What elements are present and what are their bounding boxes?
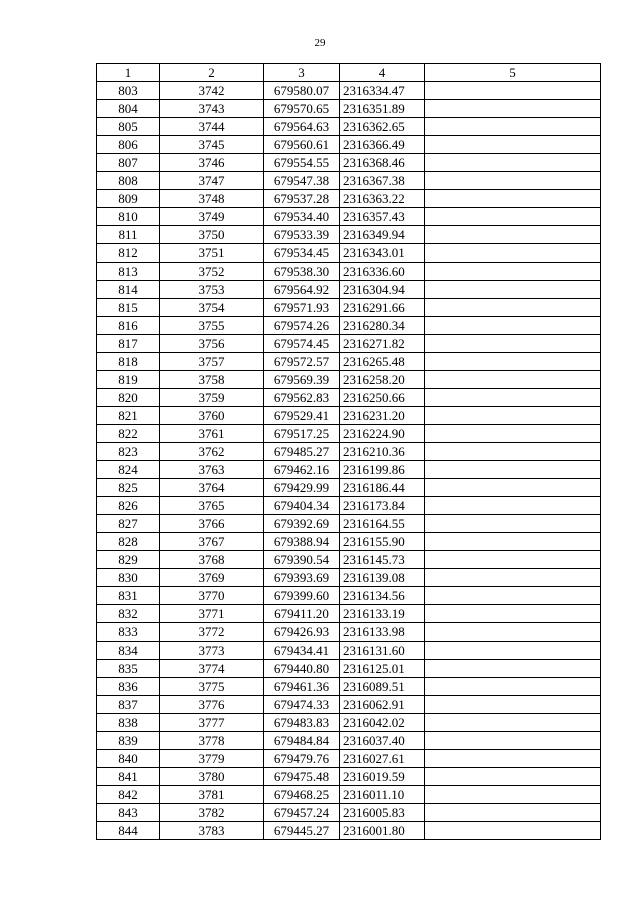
table-cell <box>425 623 601 641</box>
table-cell: 679475.48 <box>264 767 340 785</box>
table-cell <box>425 370 601 388</box>
table-cell: 3763 <box>160 461 264 479</box>
table-cell: 804 <box>97 100 160 118</box>
table-row <box>97 731 601 749</box>
table-cell: 679571.93 <box>264 298 340 316</box>
table-cell: 809 <box>97 190 160 208</box>
table-cell: 2316062.91 <box>340 695 425 713</box>
table-cell: 679399.60 <box>264 587 340 605</box>
table-cell: 3743 <box>160 100 264 118</box>
table-cell: 2316001.80 <box>340 821 425 839</box>
table-cell <box>425 190 601 208</box>
table-cell: 842 <box>97 785 160 803</box>
table-cell: 679461.36 <box>264 677 340 695</box>
table-cell <box>425 352 601 370</box>
table-cell: 3776 <box>160 695 264 713</box>
table-cell <box>425 334 601 352</box>
table-cell: 679564.63 <box>264 118 340 136</box>
table-cell: 3760 <box>160 406 264 424</box>
table-cell: 2316304.94 <box>340 280 425 298</box>
table-cell <box>425 515 601 533</box>
table-cell: 679434.41 <box>264 641 340 659</box>
table-cell: 3782 <box>160 803 264 821</box>
table-cell <box>425 479 601 497</box>
table-cell: 2316186.44 <box>340 479 425 497</box>
table-row <box>97 623 601 641</box>
table-cell: 2316334.47 <box>340 82 425 100</box>
table-cell: 2316164.55 <box>340 515 425 533</box>
table-cell: 2316271.82 <box>340 334 425 352</box>
table-row <box>97 677 601 695</box>
table-cell: 2316349.94 <box>340 226 425 244</box>
table-cell: 2316155.90 <box>340 533 425 551</box>
table-row <box>97 785 601 803</box>
column-header: 5 <box>425 64 601 82</box>
table-row <box>97 100 601 118</box>
table-row <box>97 190 601 208</box>
table-cell: 3753 <box>160 280 264 298</box>
table-cell <box>425 154 601 172</box>
table-cell: 2316125.01 <box>340 659 425 677</box>
table-cell: 807 <box>97 154 160 172</box>
coordinate-table <box>96 63 601 840</box>
table-cell <box>425 785 601 803</box>
table-cell: 3765 <box>160 497 264 515</box>
table-cell: 3746 <box>160 154 264 172</box>
column-header: 1 <box>97 64 160 82</box>
table-cell: 830 <box>97 569 160 587</box>
table-cell: 3762 <box>160 442 264 460</box>
table-cell: 828 <box>97 533 160 551</box>
table-cell: 812 <box>97 244 160 262</box>
table-cell: 3761 <box>160 424 264 442</box>
table-cell: 679517.25 <box>264 424 340 442</box>
table-cell: 839 <box>97 731 160 749</box>
table-cell: 679533.39 <box>264 226 340 244</box>
table-cell: 679569.39 <box>264 370 340 388</box>
table-cell <box>425 244 601 262</box>
table-cell: 679562.83 <box>264 388 340 406</box>
table-row <box>97 118 601 136</box>
table-cell: 679445.27 <box>264 821 340 839</box>
table-cell: 813 <box>97 262 160 280</box>
table-row <box>97 370 601 388</box>
table-cell: 811 <box>97 226 160 244</box>
table-row <box>97 154 601 172</box>
table-cell: 834 <box>97 641 160 659</box>
table-cell: 815 <box>97 298 160 316</box>
table-row <box>97 172 601 190</box>
table-cell: 2316037.40 <box>340 731 425 749</box>
table-row <box>97 298 601 316</box>
table-cell: 2316173.84 <box>340 497 425 515</box>
table-cell: 2316005.83 <box>340 803 425 821</box>
table-cell: 826 <box>97 497 160 515</box>
table-cell: 3780 <box>160 767 264 785</box>
table-row <box>97 406 601 424</box>
table-row <box>97 461 601 479</box>
column-header: 4 <box>340 64 425 82</box>
table-cell: 3779 <box>160 749 264 767</box>
table-cell: 2316210.36 <box>340 442 425 460</box>
table-cell: 679547.38 <box>264 172 340 190</box>
table-cell: 841 <box>97 767 160 785</box>
table-cell: 3757 <box>160 352 264 370</box>
table-cell: 836 <box>97 677 160 695</box>
table-cell: 831 <box>97 587 160 605</box>
table-cell: 843 <box>97 803 160 821</box>
table-cell: 3750 <box>160 226 264 244</box>
table-cell: 837 <box>97 695 160 713</box>
table-cell: 3754 <box>160 298 264 316</box>
table-row <box>97 641 601 659</box>
table-cell: 679392.69 <box>264 515 340 533</box>
table-cell <box>425 551 601 569</box>
table-cell: 679554.55 <box>264 154 340 172</box>
table-cell: 679393.69 <box>264 569 340 587</box>
table-row <box>97 334 601 352</box>
table-cell: 2316131.60 <box>340 641 425 659</box>
page-number: 29 <box>314 37 326 49</box>
table-cell: 679574.26 <box>264 316 340 334</box>
table-row <box>97 587 601 605</box>
table-cell <box>425 406 601 424</box>
table-cell: 679429.99 <box>264 479 340 497</box>
table-cell: 805 <box>97 118 160 136</box>
table-cell: 818 <box>97 352 160 370</box>
table-cell: 2316366.49 <box>340 136 425 154</box>
table-cell: 2316042.02 <box>340 713 425 731</box>
table-cell: 832 <box>97 605 160 623</box>
table-cell: 3775 <box>160 677 264 695</box>
table-row <box>97 226 601 244</box>
table-cell <box>425 713 601 731</box>
column-header: 3 <box>264 64 340 82</box>
table-cell: 679468.25 <box>264 785 340 803</box>
table-cell: 816 <box>97 316 160 334</box>
table-cell: 3744 <box>160 118 264 136</box>
table-cell: 2316367.38 <box>340 172 425 190</box>
table-cell: 808 <box>97 172 160 190</box>
table-cell <box>425 316 601 334</box>
table-cell: 2316258.20 <box>340 370 425 388</box>
table-cell: 3752 <box>160 262 264 280</box>
table-cell: 679534.45 <box>264 244 340 262</box>
table-cell <box>425 424 601 442</box>
table-cell: 679457.24 <box>264 803 340 821</box>
table-cell: 3745 <box>160 136 264 154</box>
table-row <box>97 515 601 533</box>
table-cell: 825 <box>97 479 160 497</box>
table-cell <box>425 659 601 677</box>
table-row <box>97 605 601 623</box>
table-cell: 3774 <box>160 659 264 677</box>
table-cell <box>425 767 601 785</box>
table-cell <box>425 280 601 298</box>
table-cell: 2316343.01 <box>340 244 425 262</box>
table-cell: 3769 <box>160 569 264 587</box>
table-cell <box>425 641 601 659</box>
table-cell <box>425 695 601 713</box>
table-cell: 3742 <box>160 82 264 100</box>
table-row <box>97 569 601 587</box>
table-cell: 3755 <box>160 316 264 334</box>
table-cell: 3766 <box>160 515 264 533</box>
table-cell: 3756 <box>160 334 264 352</box>
table-cell: 3759 <box>160 388 264 406</box>
table-cell: 840 <box>97 749 160 767</box>
table-row <box>97 533 601 551</box>
table-cell <box>425 262 601 280</box>
table-cell: 679390.54 <box>264 551 340 569</box>
table-cell: 3781 <box>160 785 264 803</box>
table-row <box>97 659 601 677</box>
table-cell <box>425 749 601 767</box>
table-cell: 827 <box>97 515 160 533</box>
table-body <box>97 82 601 840</box>
table-cell: 2316362.65 <box>340 118 425 136</box>
table-cell: 2316089.51 <box>340 677 425 695</box>
table-cell <box>425 461 601 479</box>
table-cell: 679560.61 <box>264 136 340 154</box>
table-cell: 2316357.43 <box>340 208 425 226</box>
table-row <box>97 749 601 767</box>
table-cell: 679570.65 <box>264 100 340 118</box>
table-cell: 835 <box>97 659 160 677</box>
table-cell: 2316224.90 <box>340 424 425 442</box>
table-row <box>97 208 601 226</box>
table-row <box>97 803 601 821</box>
table-cell: 679479.76 <box>264 749 340 767</box>
table-cell: 2316011.10 <box>340 785 425 803</box>
table-cell <box>425 731 601 749</box>
table-row <box>97 352 601 370</box>
table-cell: 3747 <box>160 172 264 190</box>
table-cell: 2316265.48 <box>340 352 425 370</box>
table-cell: 679484.84 <box>264 731 340 749</box>
table-cell <box>425 587 601 605</box>
table-cell: 814 <box>97 280 160 298</box>
table-cell: 819 <box>97 370 160 388</box>
table-row <box>97 551 601 569</box>
table-cell: 679411.20 <box>264 605 340 623</box>
table-cell: 2316199.86 <box>340 461 425 479</box>
table-cell <box>425 118 601 136</box>
table-row <box>97 695 601 713</box>
table-cell <box>425 100 601 118</box>
table-cell: 679529.41 <box>264 406 340 424</box>
table-row <box>97 316 601 334</box>
table-cell: 2316139.08 <box>340 569 425 587</box>
table-row <box>97 244 601 262</box>
table-cell: 833 <box>97 623 160 641</box>
table-cell: 679572.57 <box>264 352 340 370</box>
table-cell: 679440.80 <box>264 659 340 677</box>
table-cell: 838 <box>97 713 160 731</box>
table-cell: 679404.34 <box>264 497 340 515</box>
table-cell: 3771 <box>160 605 264 623</box>
table-cell: 679426.93 <box>264 623 340 641</box>
table-cell: 3751 <box>160 244 264 262</box>
table-cell: 3764 <box>160 479 264 497</box>
table-row <box>97 136 601 154</box>
table-cell: 803 <box>97 82 160 100</box>
table-cell: 820 <box>97 388 160 406</box>
table-row <box>97 821 601 839</box>
table-row <box>97 479 601 497</box>
table-cell: 844 <box>97 821 160 839</box>
table-cell <box>425 569 601 587</box>
table-cell: 823 <box>97 442 160 460</box>
table-row <box>97 767 601 785</box>
table-cell: 829 <box>97 551 160 569</box>
table-row <box>97 497 601 515</box>
table-cell: 679474.33 <box>264 695 340 713</box>
table-cell: 3783 <box>160 821 264 839</box>
table-cell <box>425 82 601 100</box>
table-cell: 679538.30 <box>264 262 340 280</box>
table-row <box>97 388 601 406</box>
table-cell: 2316336.60 <box>340 262 425 280</box>
table-cell <box>425 803 601 821</box>
table-row <box>97 262 601 280</box>
table-cell: 806 <box>97 136 160 154</box>
table-cell <box>425 533 601 551</box>
table-cell <box>425 605 601 623</box>
table-cell: 2316280.34 <box>340 316 425 334</box>
header-row <box>97 64 601 82</box>
table-cell: 2316250.66 <box>340 388 425 406</box>
table-cell <box>425 136 601 154</box>
table-cell: 679534.40 <box>264 208 340 226</box>
table-row <box>97 713 601 731</box>
table-cell: 679580.07 <box>264 82 340 100</box>
table-row <box>97 442 601 460</box>
table-cell: 679574.45 <box>264 334 340 352</box>
table-cell: 817 <box>97 334 160 352</box>
table-cell: 679462.16 <box>264 461 340 479</box>
table-cell: 3772 <box>160 623 264 641</box>
table-cell: 810 <box>97 208 160 226</box>
table-cell: 2316145.73 <box>340 551 425 569</box>
table-cell: 679564.92 <box>264 280 340 298</box>
table-cell: 2316027.61 <box>340 749 425 767</box>
table-cell: 2316351.89 <box>340 100 425 118</box>
table-row <box>97 424 601 442</box>
table-cell: 2316231.20 <box>340 406 425 424</box>
table-cell: 3749 <box>160 208 264 226</box>
table-cell <box>425 497 601 515</box>
table-row <box>97 82 601 100</box>
table-cell: 821 <box>97 406 160 424</box>
table-cell: 3770 <box>160 587 264 605</box>
table-cell <box>425 298 601 316</box>
table-cell: 3758 <box>160 370 264 388</box>
column-header: 2 <box>160 64 264 82</box>
table-cell: 824 <box>97 461 160 479</box>
table-cell: 2316133.19 <box>340 605 425 623</box>
table-cell <box>425 442 601 460</box>
table-cell: 3767 <box>160 533 264 551</box>
table-cell: 2316291.66 <box>340 298 425 316</box>
table-cell: 822 <box>97 424 160 442</box>
table-cell: 2316368.46 <box>340 154 425 172</box>
table-cell: 679388.94 <box>264 533 340 551</box>
table-cell: 3773 <box>160 641 264 659</box>
table-cell <box>425 172 601 190</box>
table-cell: 679537.28 <box>264 190 340 208</box>
table-cell: 3778 <box>160 731 264 749</box>
table-cell: 2316133.98 <box>340 623 425 641</box>
table-cell <box>425 388 601 406</box>
table-cell: 2316134.56 <box>340 587 425 605</box>
table-cell <box>425 208 601 226</box>
table-cell <box>425 226 601 244</box>
table-cell: 3777 <box>160 713 264 731</box>
table-cell: 679485.27 <box>264 442 340 460</box>
table-row <box>97 280 601 298</box>
table-cell <box>425 821 601 839</box>
table-cell <box>425 677 601 695</box>
table-cell: 679483.83 <box>264 713 340 731</box>
table-cell: 3768 <box>160 551 264 569</box>
table-cell: 2316019.59 <box>340 767 425 785</box>
table-cell: 2316363.22 <box>340 190 425 208</box>
table-cell: 3748 <box>160 190 264 208</box>
